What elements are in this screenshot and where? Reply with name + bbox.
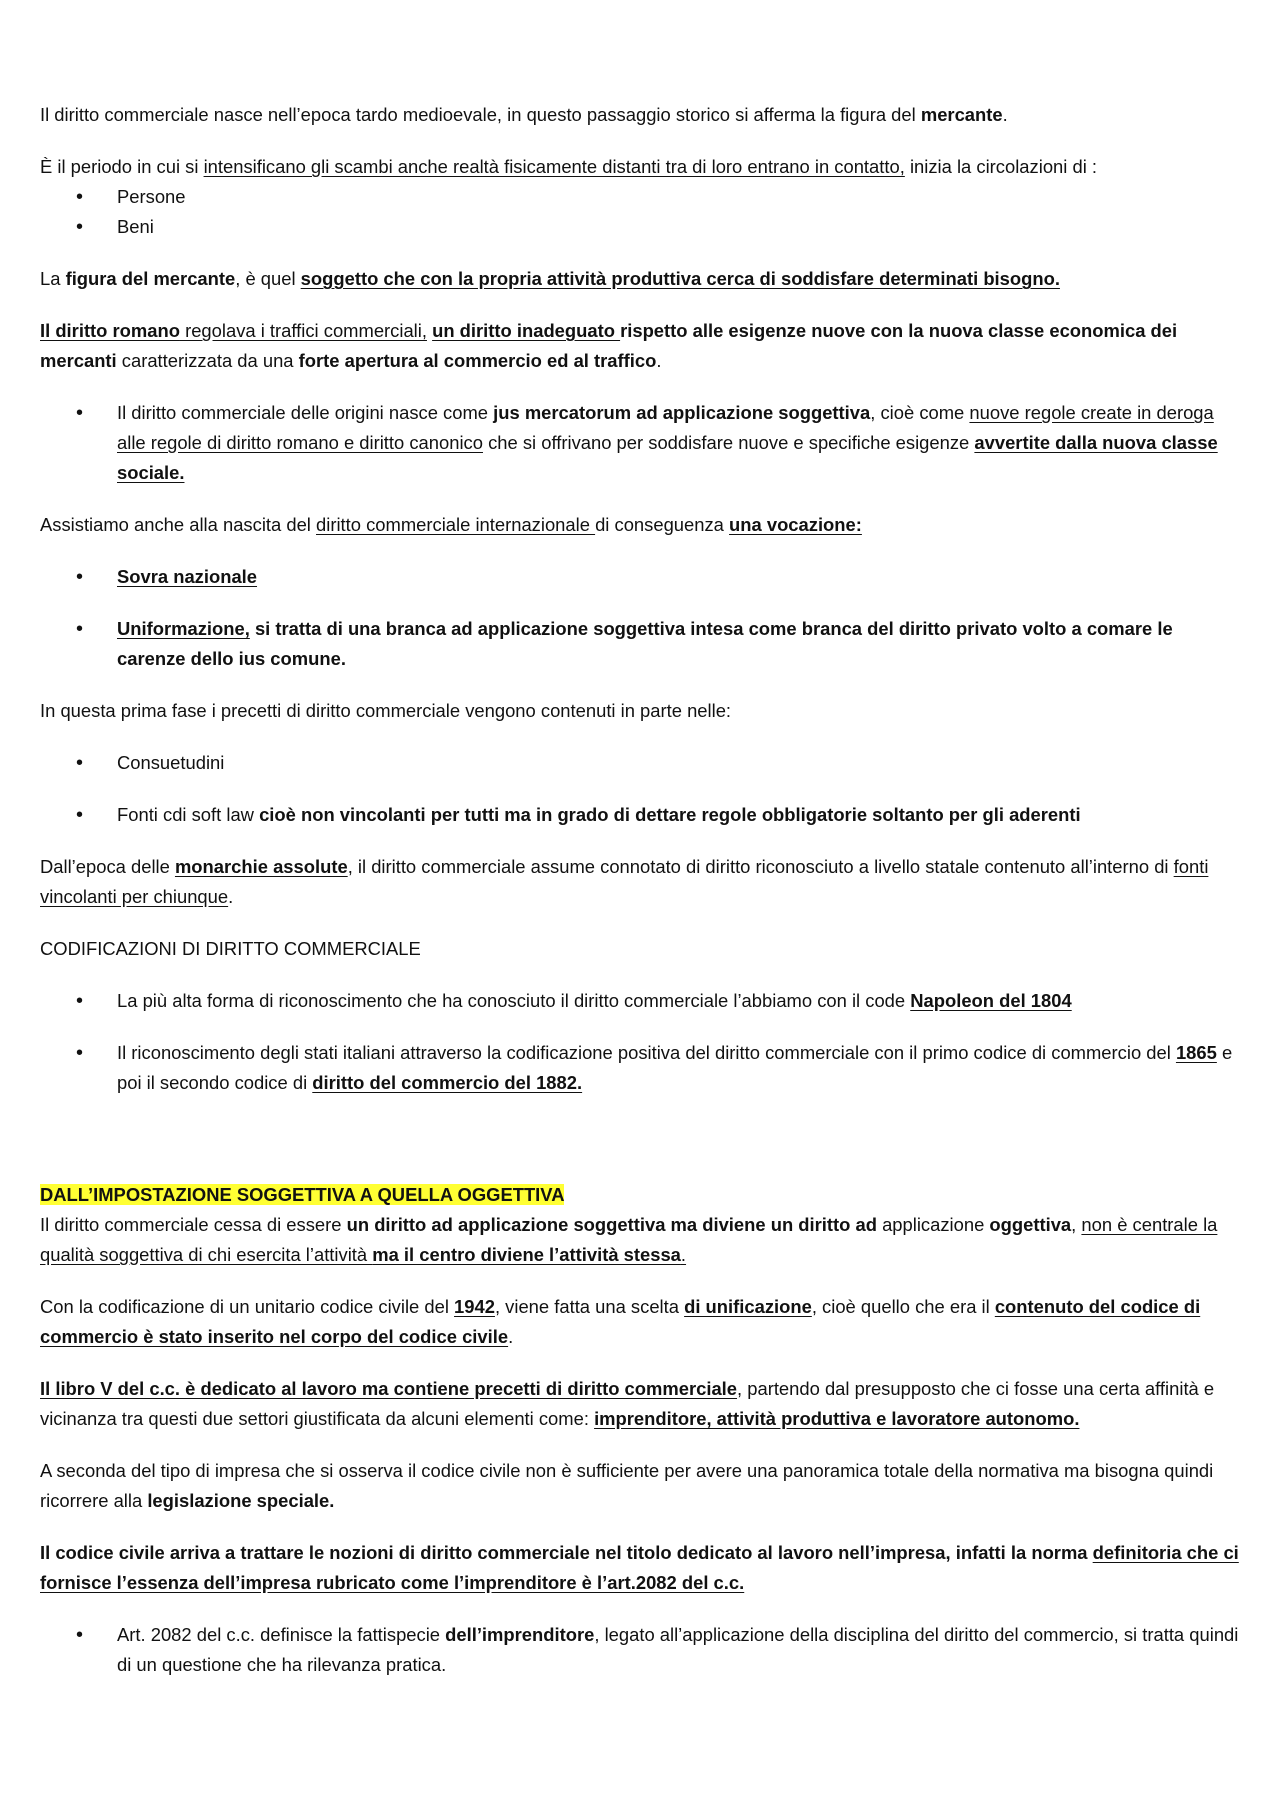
list-item: • Sovra nazionale	[40, 562, 1245, 592]
bullet-list-circulation	[40, 182, 1245, 242]
paragraph-special-legislation: A seconda del tipo di impresa che si osserva il codice civile non è sufficiente per avere una panoramica totale della normativa ma bisogna quindi ricorrere alla legislazione speciale.	[40, 1460, 1214, 1511]
paragraph-first-phase: In questa prima fase i precetti di diritto commerciale vengono contenuti in parte nelle:	[40, 700, 732, 721]
paragraph-origins: Il diritto commerciale nasce nell’epoca tardo medioevale, in questo passaggio storico si afferma la figura del mercante.	[40, 104, 1008, 125]
document-page	[40, 100, 1245, 1702]
paragraph-civil-code: Il codice civile arriva a trattare le nozioni di diritto commerciale nel titolo dedicato al lavoro nell’impresa, infatti la norma definitoria che ci fornisce l’essenza dell’impresa rubricato come l’imprenditore è l’art.2082 del c.c.	[40, 1542, 1239, 1593]
section-heading-objective: DALL’IMPOSTAZIONE SOGGETTIVA A QUELLA OGGETTIVA	[40, 1184, 565, 1205]
list-item: • Persone	[40, 182, 1245, 212]
bullet-list-jus	[40, 398, 1245, 488]
list-item: • Art. 2082 del c.c. definisce la fattispecie dell’imprenditore, legato all’applicazione della disciplina del diritto del commercio, si tratta quindi di un questione che ha rilevanza pratica.	[40, 1620, 1245, 1680]
list-item: • Fonti cdi soft law cioè non vincolanti per tutti ma in grado di dettare regole obbligatorie soltanto per gli aderenti	[40, 800, 1245, 830]
list-item: • Il diritto commerciale delle origini nasce come jus mercatorum ad applicazione soggettiva, cioè come nuove regole create in deroga alle regole di diritto romano e diritto canonico che si offrivano per soddisfare nuove e specifiche esigenze avvertite dalla nuova classe sociale.	[40, 398, 1245, 488]
paragraph-international: Assistiamo anche alla nascita del diritto commerciale internazionale di conseguenza una vocazione:	[40, 514, 862, 535]
bullet-list-codes	[40, 986, 1245, 1098]
paragraph-1942: Con la codificazione di un unitario codice civile del 1942, viene fatta una scelta di unificazione, cioè quello che era il contenuto del codice di commercio è stato inserito nel corpo del codice civile.	[40, 1296, 1201, 1347]
paragraph-merchant: La figura del mercante, è quel soggetto che con la propria attività produttiva cerca di soddisfare determinati bisogno.	[40, 268, 1060, 289]
bullet-list-art-2082	[40, 1620, 1245, 1680]
paragraph-roman-law: Il diritto romano regolava i traffici commerciali, un diritto inadeguato rispetto alle esigenze nuove con la nuova classe economica dei mercanti caratterizzata da una forte apertura al commercio ed al traffico.	[40, 320, 1178, 371]
section-heading-codifications: CODIFICAZIONI DI DIRITTO COMMERCIALE	[40, 938, 421, 959]
paragraph-libro-v: Il libro V del c.c. è dedicato al lavoro ma contiene precetti di diritto commerciale, partendo dal presupposto che ci fosse una certa affinità e vicinanza tra questi due settori giustificata da alcuni elementi come: imprenditore, attività produttiva e lavoratore autonomo.	[40, 1378, 1215, 1429]
bold-term: mercante	[920, 104, 1003, 125]
list-item: • Beni	[40, 212, 1245, 242]
list-item: • Il riconoscimento degli stati italiani attraverso la codificazione positiva del diritto commerciale con il primo codice di commercio del 1865 e poi il secondo codice di diritto del commercio del 1882.	[40, 1038, 1245, 1098]
list-item: • La più alta forma di riconoscimento che ha conosciuto il diritto commerciale l’abbiamo con il code Napoleon del 1804	[40, 986, 1245, 1016]
list-item: • Consuetudini	[40, 748, 1245, 778]
list-item: • Uniformazione, si tratta di una branca ad applicazione soggettiva intesa come branca del diritto privato volto a comare le carenze dello ius comune.	[40, 614, 1245, 674]
bullet-list-vocation	[40, 562, 1245, 674]
bullet-list-sources	[40, 748, 1245, 830]
paragraph-monarchies: Dall’epoca delle monarchie assolute, il diritto commerciale assume connotato di diritto riconosciuto a livello statale contenuto all’interno di fonti vincolanti per chiunque.	[40, 856, 1209, 907]
paragraph-period: È il periodo in cui si intensificano gli scambi anche realtà fisicamente distanti tra di loro entrano in contatto, inizia la circolazioni di :	[40, 156, 1098, 177]
paragraph-objective: Il diritto commerciale cessa di essere un diritto ad applicazione soggettiva ma diviene un diritto ad applicazione oggettiva, non è centrale la qualità soggettiva di chi esercita l’attività ma il centro diviene l’attività stessa.	[40, 1214, 1218, 1265]
